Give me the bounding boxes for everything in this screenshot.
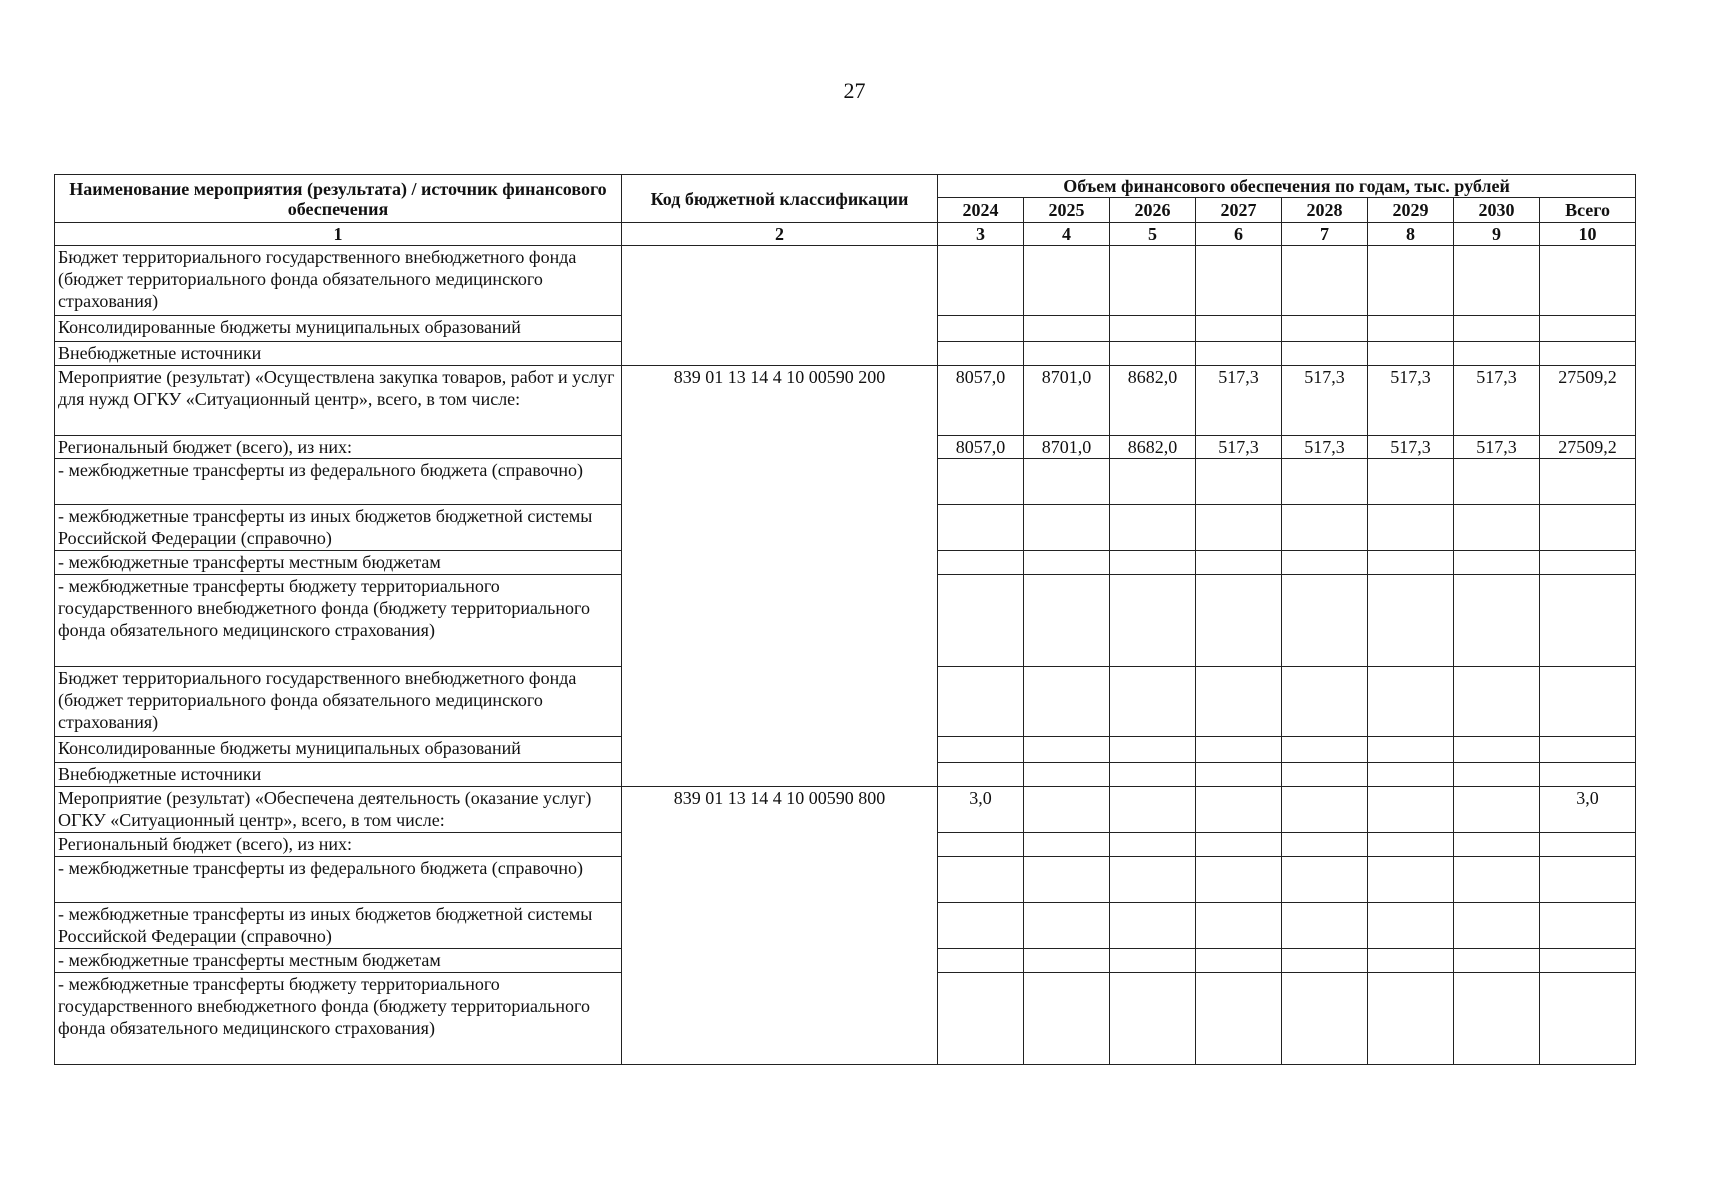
row-value [1024, 833, 1110, 857]
row-value [1196, 316, 1282, 342]
row-value: 8682,0 [1110, 366, 1196, 436]
row-total [1540, 505, 1636, 551]
row-value [938, 342, 1024, 366]
row-value [1368, 973, 1454, 1065]
row-code [622, 246, 938, 366]
row-value [1196, 787, 1282, 833]
row-value [1110, 763, 1196, 787]
row-value [1024, 342, 1110, 366]
financing-table [54, 174, 1636, 1065]
row-name: Бюджет территориального государственного внебюджетного фонда (бюджет территориального фонда обязательного медицинского страхования) [55, 667, 622, 737]
row-name: Консолидированные бюджеты муниципальных образований [55, 737, 622, 763]
row-value [1282, 737, 1368, 763]
row-value [1282, 787, 1368, 833]
row-value [1024, 903, 1110, 949]
row-value [1024, 857, 1110, 903]
row-value [1024, 973, 1110, 1065]
row-value: 517,3 [1282, 436, 1368, 459]
row-value [1368, 667, 1454, 737]
row-value [938, 575, 1024, 667]
row-value [1454, 857, 1540, 903]
row-value: 3,0 [938, 787, 1024, 833]
row-value: 517,3 [1454, 436, 1540, 459]
row-value [1368, 903, 1454, 949]
row-value [1110, 459, 1196, 505]
row-value [938, 505, 1024, 551]
row-value: 517,3 [1282, 366, 1368, 436]
row-value [938, 949, 1024, 973]
row-value [1110, 575, 1196, 667]
header-year: 2026 [1110, 198, 1196, 223]
row-value [1196, 737, 1282, 763]
column-number: 9 [1454, 223, 1540, 246]
row-name: Мероприятие (результат) «Осуществлена закупка товаров, работ и услуг для нужд ОГКУ «Ситуационный центр», всего, в том числе: [55, 366, 622, 436]
row-value: 8057,0 [938, 436, 1024, 459]
row-value [1282, 575, 1368, 667]
row-value [1196, 857, 1282, 903]
row-total [1540, 667, 1636, 737]
row-value [1024, 246, 1110, 316]
row-value [1454, 342, 1540, 366]
row-value [1110, 246, 1196, 316]
row-value [1282, 903, 1368, 949]
row-value [1282, 246, 1368, 316]
row-value [1110, 949, 1196, 973]
row-value [1282, 316, 1368, 342]
row-name: Внебюджетные источники [55, 763, 622, 787]
row-total [1540, 342, 1636, 366]
row-total [1540, 973, 1636, 1065]
header-name-col: Наименование мероприятия (результата) / источник финансового обеспечения [55, 175, 622, 223]
row-value [1110, 342, 1196, 366]
row-name: - межбюджетные трансферты из иных бюджетов бюджетной системы Российской Федерации (справочно) [55, 903, 622, 949]
row-value [1196, 833, 1282, 857]
column-number-row [55, 223, 1636, 246]
row-value [1024, 575, 1110, 667]
header-year: 2028 [1282, 198, 1368, 223]
row-value [938, 246, 1024, 316]
row-total [1540, 551, 1636, 575]
row-total: 3,0 [1540, 787, 1636, 833]
row-value [1282, 505, 1368, 551]
row-total [1540, 833, 1636, 857]
row-value [1110, 551, 1196, 575]
column-number: 7 [1282, 223, 1368, 246]
header-volume-col: Объем финансового обеспечения по годам, тыс. рублей [938, 175, 1636, 198]
row-value: 8701,0 [1024, 436, 1110, 459]
row-value [1282, 459, 1368, 505]
row-total [1540, 857, 1636, 903]
row-value [1196, 459, 1282, 505]
row-value [938, 459, 1024, 505]
row-name: - межбюджетные трансферты местным бюджетам [55, 949, 622, 973]
row-value [1454, 459, 1540, 505]
column-number: 8 [1368, 223, 1454, 246]
row-code: 839 01 13 14 4 10 00590 200 [622, 366, 938, 787]
row-value: 517,3 [1454, 366, 1540, 436]
row-value [1454, 316, 1540, 342]
column-number: 10 [1540, 223, 1636, 246]
row-total [1540, 737, 1636, 763]
row-value [1454, 551, 1540, 575]
row-value [1454, 505, 1540, 551]
row-value [1110, 973, 1196, 1065]
row-value [938, 903, 1024, 949]
row-value [1110, 505, 1196, 551]
row-value: 517,3 [1368, 366, 1454, 436]
row-value [938, 316, 1024, 342]
row-value [1454, 973, 1540, 1065]
row-value [1368, 857, 1454, 903]
row-value [938, 833, 1024, 857]
row-value [1024, 949, 1110, 973]
row-value [1110, 787, 1196, 833]
row-value [938, 667, 1024, 737]
row-total [1540, 246, 1636, 316]
row-total: 27509,2 [1540, 436, 1636, 459]
column-number: 4 [1024, 223, 1110, 246]
row-value [1368, 246, 1454, 316]
row-value [1368, 737, 1454, 763]
row-value [1024, 505, 1110, 551]
header-year: 2030 [1454, 198, 1540, 223]
row-total [1540, 903, 1636, 949]
row-value [1454, 949, 1540, 973]
row-value [1368, 342, 1454, 366]
row-value [1196, 763, 1282, 787]
row-value [1368, 505, 1454, 551]
row-total [1540, 459, 1636, 505]
row-value [1196, 342, 1282, 366]
row-value [1024, 459, 1110, 505]
row-value [1454, 575, 1540, 667]
row-name: - межбюджетные трансферты бюджету территориального государственного внебюджетного фонда (бюджету территориального фонда обязательного медицинского страхования) [55, 973, 622, 1065]
header-total: Всего [1540, 198, 1636, 223]
row-value: 517,3 [1196, 436, 1282, 459]
row-value: 8701,0 [1024, 366, 1110, 436]
header-year: 2024 [938, 198, 1024, 223]
row-value [1368, 949, 1454, 973]
row-value [1368, 787, 1454, 833]
row-value [1282, 949, 1368, 973]
row-value [1196, 575, 1282, 667]
row-name: Мероприятие (результат) «Обеспечена деятельность (оказание услуг) ОГКУ «Ситуационный центр», всего, в том числе: [55, 787, 622, 833]
row-value [1282, 342, 1368, 366]
row-value [1196, 505, 1282, 551]
row-value [1282, 833, 1368, 857]
row-value [1282, 857, 1368, 903]
row-value [1282, 973, 1368, 1065]
row-value [1454, 903, 1540, 949]
row-value [938, 763, 1024, 787]
row-name: - межбюджетные трансферты местным бюджетам [55, 551, 622, 575]
table-row [55, 787, 1636, 833]
row-value [938, 857, 1024, 903]
row-value [1024, 787, 1110, 833]
row-value [1024, 316, 1110, 342]
column-number: 3 [938, 223, 1024, 246]
row-value [1196, 973, 1282, 1065]
row-value [1454, 737, 1540, 763]
row-name: - межбюджетные трансферты из федерального бюджета (справочно) [55, 857, 622, 903]
row-name: - межбюджетные трансферты из федерального бюджета (справочно) [55, 459, 622, 505]
row-value [1368, 459, 1454, 505]
row-value [1024, 763, 1110, 787]
column-number: 1 [55, 223, 622, 246]
row-total: 27509,2 [1540, 366, 1636, 436]
row-value [938, 551, 1024, 575]
row-value [1454, 667, 1540, 737]
header-year: 2029 [1368, 198, 1454, 223]
row-value [1454, 787, 1540, 833]
row-value [1110, 737, 1196, 763]
row-value [1110, 667, 1196, 737]
row-value [1196, 246, 1282, 316]
row-value [1024, 551, 1110, 575]
header-year: 2025 [1024, 198, 1110, 223]
row-value [938, 737, 1024, 763]
row-name: Внебюджетные источники [55, 342, 622, 366]
row-value [1282, 667, 1368, 737]
header-code-col: Код бюджетной классификации [622, 175, 938, 223]
row-value [1110, 857, 1196, 903]
row-value: 8057,0 [938, 366, 1024, 436]
row-value [938, 973, 1024, 1065]
column-number: 5 [1110, 223, 1196, 246]
row-name: Региональный бюджет (всего), из них: [55, 833, 622, 857]
row-total [1540, 763, 1636, 787]
column-number: 6 [1196, 223, 1282, 246]
row-value [1024, 737, 1110, 763]
row-name: Консолидированные бюджеты муниципальных образований [55, 316, 622, 342]
row-name: Бюджет территориального государственного внебюджетного фонда (бюджет территориального фонда обязательного медицинского страхования) [55, 246, 622, 316]
header-year: 2027 [1196, 198, 1282, 223]
row-value: 517,3 [1368, 436, 1454, 459]
row-value: 517,3 [1196, 366, 1282, 436]
column-number: 2 [622, 223, 938, 246]
row-code: 839 01 13 14 4 10 00590 800 [622, 787, 938, 1065]
row-value [1454, 246, 1540, 316]
row-total [1540, 316, 1636, 342]
row-value [1368, 833, 1454, 857]
row-name: - межбюджетные трансферты из иных бюджетов бюджетной системы Российской Федерации (справочно) [55, 505, 622, 551]
row-name: - межбюджетные трансферты бюджету территориального государственного внебюджетного фонда (бюджету территориального фонда обязательного медицинского страхования) [55, 575, 622, 667]
row-value [1368, 316, 1454, 342]
row-value [1110, 833, 1196, 857]
row-total [1540, 575, 1636, 667]
row-value [1196, 903, 1282, 949]
row-value [1368, 763, 1454, 787]
row-value: 8682,0 [1110, 436, 1196, 459]
row-value [1110, 903, 1196, 949]
row-value [1368, 575, 1454, 667]
row-value [1368, 551, 1454, 575]
row-value [1282, 551, 1368, 575]
row-value [1196, 949, 1282, 973]
row-value [1196, 551, 1282, 575]
row-name: Региональный бюджет (всего), из них: [55, 436, 622, 459]
row-total [1540, 949, 1636, 973]
row-value [1454, 763, 1540, 787]
row-value [1196, 667, 1282, 737]
page-number: 27 [843, 78, 866, 103]
row-value [1454, 833, 1540, 857]
row-value [1110, 316, 1196, 342]
row-value [1282, 763, 1368, 787]
table-row [55, 246, 1636, 316]
row-value [1024, 667, 1110, 737]
table-row [55, 366, 1636, 436]
